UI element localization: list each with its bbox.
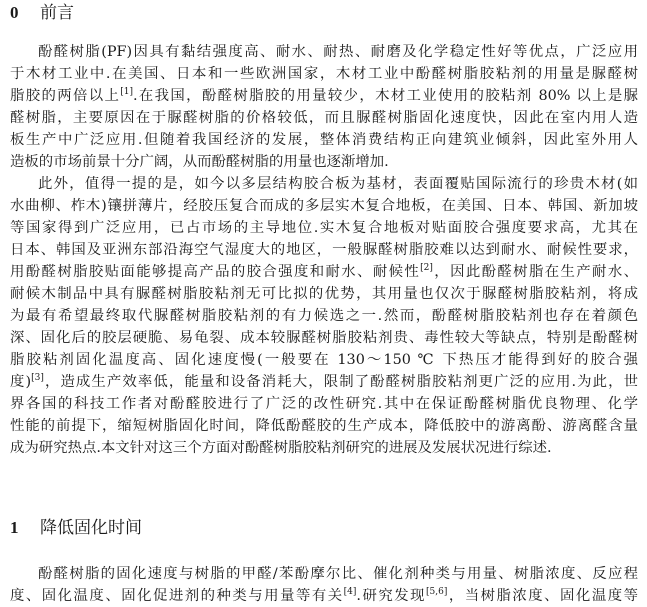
text-line: 此外，值得一提的是，如今以多层结构胶合板为基材，表面覆贴国际流行的珍贵木材(如 <box>38 176 638 192</box>
section-number: 1 <box>10 518 19 537</box>
text-line: 脂胶粘剂固化温度高、固化速度慢(一般要在 130～150 ℃ 下热压才能得到好的胶合强 <box>10 352 638 368</box>
citation-marker: [1] <box>120 87 133 98</box>
text-line: 度、固化温度、固化促进剂的种类与用量等有关[4].研究发现[5,6]，当树脂浓度、固化温度等 <box>10 587 638 604</box>
text-line: 等国家得到广泛应用，已占市场的主导地位.实木复合地板对贴面胶合强度要求高，尤其在 <box>10 220 638 236</box>
text-line: 耐候木制品中具有脲醛树脂胶粘剂无可比拟的优势，其用量也仅次于脲醛树脂胶粘剂，将成 <box>10 286 638 302</box>
citation-marker: [4] <box>343 587 357 598</box>
text-line: 性能的前提下，缩短树脂固化时间，降低酚醛胶的生产成本，降低胶中的游离酚、游离醛含量 <box>10 418 638 434</box>
section-heading-1 <box>10 518 142 538</box>
text-line: 日本、韩国及亚洲东部沿海空气湿度大的地区，一般脲醛树脂胶难以达到耐水、耐候性要求， <box>10 242 638 258</box>
section-heading-0 <box>10 3 74 23</box>
text-line: 脂胶的两倍以上[1].在我国，酚醛树脂胶的用量较少，木材工业使用的胶粘剂 80% 以上是脲 <box>10 87 638 104</box>
section-title: 前言 <box>40 3 74 23</box>
text-line: 于木材工业中.在美国、日本和一些欧洲国家，木材工业中酚醛树脂胶粘剂的用量是脲醛树 <box>10 66 638 82</box>
text-line: 深、固化后的胶层硬脆、易龟裂、成本较脲醛树脂胶粘剂贵、毒性较大等缺点，特别是酚醛树 <box>10 330 638 346</box>
text-line: 用酚醛树脂胶贴面能够提高产品的胶合强度和耐水、耐候性[2]，因此酚醛树脂在生产耐水、 <box>10 263 638 280</box>
section-number: 0 <box>10 3 19 22</box>
text-line: 酚醛树脂的固化速度与树脂的甲醛/苯酚摩尔比、催化剂种类与用量、树脂浓度、反应程 <box>38 566 638 582</box>
text-line: 酚醛树脂(PF)因具有黏结强度高、耐水、耐热、耐磨及化学稳定性好等优点，广泛应用 <box>38 44 638 60</box>
text-line: 为最有希望最终取代脲醛树脂胶粘剂的有力候选之一.然而，酚醛树脂胶粘剂也存在着颜色 <box>10 308 638 324</box>
text-line: 度)[3]，造成生产效率低，能量和设备消耗大，限制了酚醛树脂胶粘剂更广泛的应用.为此，世 <box>10 373 638 390</box>
text-line: 水曲柳、柞木)镶拼薄片，经胶压复合而成的多层实木复合地板，在美国、日本、韩国、新加坡 <box>10 198 638 214</box>
text-line: 成为研究热点.本文针对这三个方面对酚醛树脂胶粘剂研究的进展及发展状况进行综述. <box>10 440 552 456</box>
text-line: 板生产中广泛应用.但随着我国经济的发展，整体消费结构正向建筑业倾斜，因此室外用人 <box>10 132 638 148</box>
citation-marker: [3] <box>31 373 44 384</box>
text-line: 醛树脂，主要原因在于脲醛树脂的价格较低，而且脲醛树脂固化速度快，因此在室内用人造 <box>10 110 638 126</box>
section-title: 降低固化时间 <box>40 518 142 538</box>
citation-marker: [5,6] <box>426 587 448 598</box>
text-line: 界各国的科技工作者对酚醛胶进行了广泛的改性研究.其中在保证酚醛树脂优良物理、化学 <box>10 396 638 412</box>
citation-marker: [2] <box>420 263 433 274</box>
text-line: 造板的市场前景十分广阔，从而酚醛树脂的用量也逐渐增加. <box>10 154 389 170</box>
